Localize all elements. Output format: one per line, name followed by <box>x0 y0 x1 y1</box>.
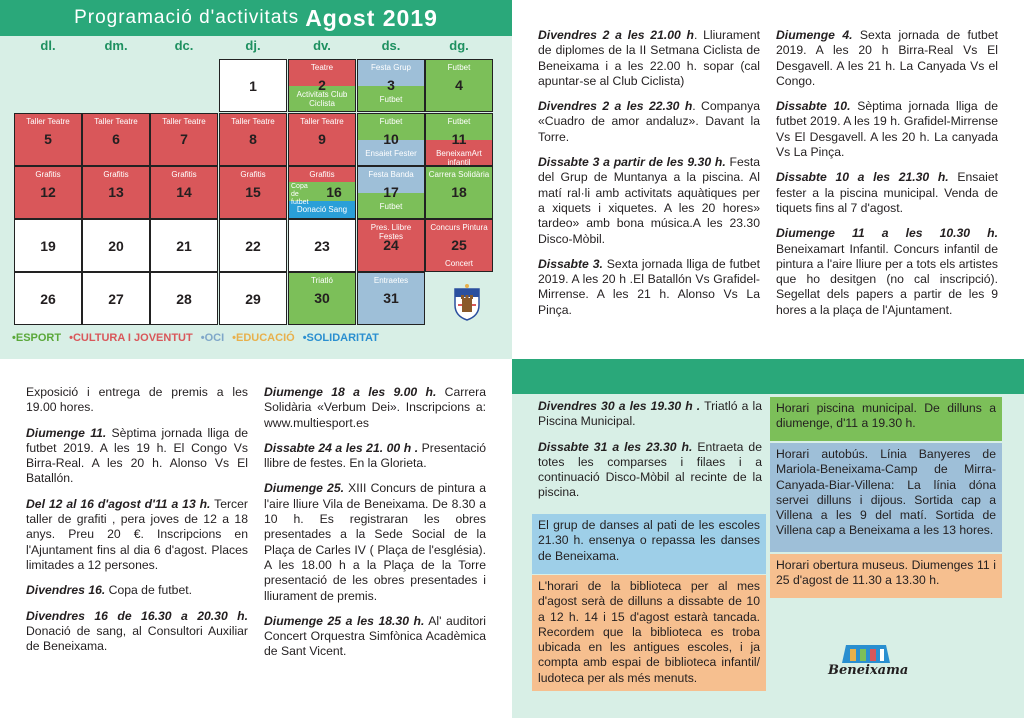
day-number: 12 <box>40 184 56 200</box>
event-text: Exposició i entrega de premis a les 19.00 hores. <box>26 385 248 415</box>
calendar-panel <box>0 0 512 359</box>
event-heading: Divendres 2 a les 21.00 h <box>538 28 694 42</box>
cell-event-label: Grafitis <box>171 170 197 179</box>
cell-event-label: Festa Banda <box>368 170 414 179</box>
event-heading: Diumenge 11 a les 10.30 h. <box>776 226 998 241</box>
event-paragraph <box>538 99 760 145</box>
event-heading: Dissabte 24 a les 21. 00 h . <box>264 440 419 455</box>
calendar-day-cell <box>219 166 287 219</box>
cell-event-label: Taller Teatre <box>26 117 70 126</box>
event-text: Sèptima jornada lliga de futbet 2019. A les 19 h. El Congo Vs Birra-Real. A les 20 h. Alonso Vs El Batallón. <box>26 425 248 486</box>
calendar-day-cell <box>425 113 493 166</box>
calendar-day-cell <box>14 113 82 166</box>
day-number: 25 <box>451 237 467 253</box>
day-number: 26 <box>40 291 56 307</box>
calendar-month: Agost 2019 <box>305 4 438 31</box>
day-number: 21 <box>176 238 192 254</box>
day-number: 11 <box>451 131 467 147</box>
event-text: Sexta jornada lliga de futbet 2019. A les 20 h .El Batallón Vs Grafidel-Mirrense. A les 21 h. Alonso Vs La Pinça. <box>538 256 761 317</box>
cell-event-label: Carrera Solidària <box>428 170 490 179</box>
cell-event-label: Taller Teatre <box>300 117 344 126</box>
calendar-title: Programació d'activitats <box>74 7 300 28</box>
cell-event-label: Activitats Club Ciclista <box>296 90 348 108</box>
event-text: Entraeta de totes les comparses i filaes i a continuació Disco-Mòbil al recinte de la piscina. <box>538 439 762 500</box>
events-column-left-2 <box>26 385 248 664</box>
bus-schedule-box: Horari autobús. Línia Banyeres de Mariola-Beneixama-Camp de Mirra-Canyada-Biar-Villena: La línia dóna servei dilluns i dijous. Sortida cap a Villena a les 9 del matí. Sortida de Villena cap a Beneixama a les 13 hores. <box>770 443 1002 552</box>
calendar-day-cell <box>219 59 287 112</box>
events-column-right-2 <box>264 385 486 670</box>
info-panel <box>512 359 1024 718</box>
weekday-0: dl. <box>40 38 56 53</box>
event-text: Copa de futbet. <box>105 583 192 598</box>
day-number: 13 <box>108 184 124 200</box>
event-text: Triatló a la Piscina Municipal. <box>538 399 762 429</box>
weekday-1: dm. <box>104 38 128 53</box>
event-paragraph <box>264 481 486 603</box>
calendar-day-cell <box>219 272 287 325</box>
calendar-day-cell <box>288 219 356 272</box>
cell-event-label: Ensaiet Fester <box>365 149 417 158</box>
cell-event-label: Grafitis <box>240 170 266 179</box>
legend-item-0: •ESPORT <box>12 332 62 344</box>
calendar-day-cell <box>219 113 287 166</box>
day-number: 2 <box>318 77 326 93</box>
day-number: 1 <box>249 78 257 94</box>
cell-event-label: Futbet <box>447 63 471 72</box>
day-number: 10 <box>383 131 399 147</box>
cell-event-label: Pres. Llibre Festes <box>370 223 412 241</box>
calendar-day-cell <box>288 272 356 325</box>
legend-item-2: •OCI <box>200 332 225 344</box>
weekday-6: dg. <box>449 38 469 53</box>
event-text: Beneixamart Infantil. Concurs infantil de pintura a l'aire lliure per a tots els artistes que ho desitgen (no cal inscripció). Segellat dels papers a partir de les 9 hores a la plaça de l'Ajuntament. <box>776 241 998 317</box>
calendar-day-cell <box>150 219 218 272</box>
legend-item-4: •SOLIDARITAT <box>302 332 379 344</box>
calendar-day-cell <box>82 272 150 325</box>
logo-text: Beneixama <box>828 663 909 678</box>
day-number: 31 <box>383 290 399 306</box>
event-text: Presentació llibre de festes. En la Glorieta. <box>264 440 486 471</box>
calendar-day-cell <box>357 166 425 219</box>
dance-info-box: El grup de danses al pati de les escoles 21.30 h. ensenya o repassa les danses de Beneixama. <box>532 514 766 574</box>
event-text: . Lliurament de diplomes de la II Setmana Ciclista de Beneixama i a les 22.00 h. sopar (cal apuntar-se al Club Ciclista) <box>538 28 760 88</box>
calendar-day-cell <box>219 219 287 272</box>
town-coat-of-arms-icon <box>452 283 482 321</box>
event-text: Festa del Grup de Muntanya a la piscina. Al matí ral·li amb activitats aquàtiques per a xiquets i xiquetes. A les 20 hores» tardeo» amb bona música.A les 23.30 Disco-Mòbil. <box>538 155 760 246</box>
event-paragraph <box>264 385 486 431</box>
calendar-day-cell <box>425 219 493 272</box>
legend-item-1: •CULTURA I JOVENTUT <box>69 332 193 344</box>
event-paragraph <box>264 441 486 472</box>
day-number: 19 <box>40 238 56 254</box>
library-hours-box: L'horari de la biblioteca per al mes d'agost serà de dilluns a dissabte de 10 a 12 h. 14 i 15 d'agost estarà tancada. Recordem que la biblioteca es troba ubicada en les antigues escoles, i ja compta amb espai de biblioteca infantil/ ludoteca per als més menuts. <box>532 575 766 691</box>
event-heading: Dissabte 3 a partir de les 9.30 h. <box>538 155 726 170</box>
day-number: 20 <box>108 238 124 254</box>
event-heading: Diumenge 18 a les 9.00 h. <box>264 385 437 399</box>
day-number: 22 <box>245 238 261 254</box>
calendar-day-cell <box>357 272 425 325</box>
cell-event-label: BeneixamArt infantil <box>436 149 482 166</box>
event-text: Sèptima jornada lliga de futbet 2019. A les 19 h. Grafidel-Mirrense Vs El Desgavell. A les 20 h. La canyada Vs La Pinça. <box>776 99 998 160</box>
day-number: 30 <box>314 290 330 306</box>
cell-event-label: Futbet <box>447 117 471 126</box>
events-column-right <box>776 28 998 328</box>
cell-event-label: Triatló <box>311 276 333 285</box>
event-heading: Dissabte 10 a les 21.30 h. <box>776 170 949 185</box>
calendar-day-cell <box>150 272 218 325</box>
event-paragraph <box>26 583 248 598</box>
cell-event-label: Taller Teatre <box>94 117 138 126</box>
event-paragraph <box>26 609 248 655</box>
calendar-day-cell <box>288 166 356 219</box>
cell-event-label: Futbet <box>379 95 403 104</box>
calendar-day-cell <box>82 219 150 272</box>
museum-hours-box: Horari obertura museus. Diumenges 11 i 25 d'agost de 11.30 a 13.30 h. <box>770 554 1002 598</box>
event-paragraph <box>538 28 760 89</box>
cell-event-label: Futbet <box>379 117 403 126</box>
day-number: 23 <box>314 238 330 254</box>
event-heading: Diumenge 25. <box>264 481 345 496</box>
calendar-day-cell <box>82 166 150 219</box>
day-number: 27 <box>108 291 124 307</box>
event-heading: Dissabte 31 a les 23.30 h. <box>538 439 693 454</box>
event-paragraph <box>26 426 248 487</box>
calendar-day-cell <box>150 166 218 219</box>
event-paragraph <box>776 170 998 216</box>
weekday-4: dv. <box>313 38 331 53</box>
pool-hours-box: Horari piscina municipal. De dilluns a diumenge, d'11 a 19.30 h. <box>770 397 1002 441</box>
calendar-day-cell <box>357 113 425 166</box>
event-heading: Diumenge 11. <box>26 425 107 440</box>
event-paragraph <box>538 440 762 501</box>
event-paragraph <box>538 399 762 430</box>
day-number: 3 <box>387 77 395 93</box>
legend-item-3: •EDUCACIÓ <box>232 332 295 344</box>
cell-event-label: Grafitis <box>35 170 61 179</box>
events-panel-bottom-left <box>0 359 512 718</box>
event-paragraph <box>26 497 248 573</box>
cell-event-label: Grafitis <box>103 170 129 179</box>
event-text: Ensaiet fester a la piscina municipal. Venda de tiquets fins al 7 d'agost. <box>776 170 998 215</box>
event-paragraph <box>776 28 998 89</box>
calendar-day-cell <box>425 59 493 112</box>
calendar-day-cell <box>288 113 356 166</box>
event-heading: Diumenge 25 a les 18.30 h. <box>264 613 425 628</box>
event-text: Carrera Solidària «Verbum Dei». Inscripcions a: www.multiesport.es <box>264 385 486 430</box>
event-paragraph <box>776 99 998 160</box>
calendar-day-cell <box>150 113 218 166</box>
cell-event-label: Concurs Pintura <box>430 223 488 232</box>
cell-event-label: Taller Teatre <box>231 117 275 126</box>
event-heading: Del 12 al 16 d'agost d'11 a 13 h. <box>26 496 211 511</box>
events-panel-top <box>512 0 1024 359</box>
calendar-day-cell <box>82 113 150 166</box>
event-heading: Divendres 16 de 16.30 a 20.30 h. <box>26 608 248 623</box>
day-number: 16 <box>326 184 342 200</box>
beneixama-logo <box>828 641 908 681</box>
calendar-day-cell <box>14 219 82 272</box>
day-number: 6 <box>112 131 120 147</box>
event-paragraph <box>538 155 760 247</box>
cell-event-label: Taller Teatre <box>162 117 206 126</box>
day-number: 24 <box>383 237 399 253</box>
day-number: 8 <box>249 131 257 147</box>
calendar-day-cell <box>357 219 425 272</box>
category-legend <box>12 332 379 344</box>
cell-event-label: Festa Grup <box>370 63 411 72</box>
event-heading: Divendres 16. <box>26 583 106 598</box>
event-text: XIII Concurs de pintura a l'aire lliure Vila de Beneixama. De 8.30 a 10 h. Es registraran les obres presentades a la Sede Social de la Plaça de Carles IV ( Plaça de l'església). A les 18.00 h a la Plaça de la Torre presentació de les obres presentades i lliurament de premis. <box>264 481 487 603</box>
day-number: 28 <box>176 291 192 307</box>
event-paragraph <box>776 226 998 318</box>
events-column-left <box>538 28 760 328</box>
day-number: 4 <box>455 77 463 93</box>
event-text: Donació de sang, al Consultori Auxiliar de Beneixama. <box>26 623 248 654</box>
calendar-day-cell <box>357 59 425 112</box>
event-heading: Dissabte 3. <box>538 256 603 271</box>
weekday-3: dj. <box>245 38 261 53</box>
event-text: Al' auditori Concert Orquestra Simfònica Acadèmica de Sant Vicent. <box>264 613 486 659</box>
event-heading: Divendres 2 a les 22.30 h <box>538 99 693 114</box>
day-number: 29 <box>245 291 261 307</box>
event-text: . Companya «Cuadro de amor andaluz». Davant la Torre. <box>538 99 760 144</box>
event-text: Sexta jornada de futbet 2019. A les 20 h Birra-Real Vs El Desgavell. A les 21 h. La Canyada Vs el Congo. <box>776 28 999 88</box>
day-number: 18 <box>451 184 467 200</box>
event-heading: Dissabte 10. <box>776 99 851 114</box>
events-column-left-3 <box>538 399 762 511</box>
cell-event-label: Teatre <box>310 63 334 72</box>
cell-event-label: Futbet <box>379 202 403 211</box>
day-number: 7 <box>180 131 188 147</box>
cell-event-label: Concert <box>444 259 473 268</box>
calendar-day-cell <box>14 272 82 325</box>
calendar-day-cell <box>425 166 493 219</box>
event-heading: Divendres 30 a les 19.30 h . <box>538 399 701 413</box>
event-heading: Diumenge 4. <box>776 28 853 42</box>
event-text: Tercer taller de grafiti , pera joves de 12 a 18 anys. Preu 20 €. Inscripcions en l'Ajuntament fins al dia 6 d'agost. Places limitades a 12 persones. <box>26 496 248 572</box>
weekday-5: ds. <box>381 38 401 53</box>
event-paragraph <box>264 614 486 660</box>
event-paragraph <box>538 257 760 318</box>
day-number: 15 <box>245 184 261 200</box>
event-paragraph <box>26 385 248 416</box>
calendar-day-cell <box>288 59 356 112</box>
day-number: 5 <box>44 131 52 147</box>
cell-event-label: Grafitis <box>309 170 335 179</box>
cell-event-label: Entraetes <box>373 276 409 285</box>
day-number: 9 <box>318 131 326 147</box>
day-number: 17 <box>383 184 399 200</box>
weekday-2: dc. <box>174 38 194 53</box>
cell-event-label: Donació Sang <box>296 205 348 214</box>
calendar-day-cell <box>14 166 82 219</box>
cell-event-label: Copa de futbet <box>291 183 309 206</box>
calendar-title-bar <box>0 0 512 36</box>
info-panel-header-bar <box>512 359 1024 394</box>
day-number: 14 <box>176 184 192 200</box>
